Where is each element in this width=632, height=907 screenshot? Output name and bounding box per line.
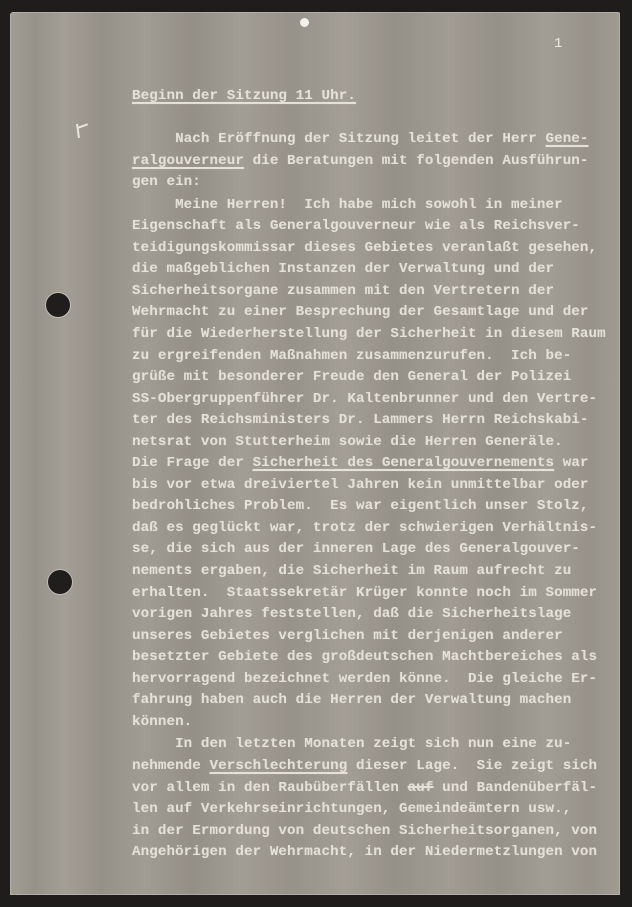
text-line [132, 561, 612, 583]
line-text: erhalten. Staatssekretär Krüger konnte noch im Sommer [132, 584, 598, 601]
text-line [132, 518, 612, 540]
line-text: Angehörigen der Wehrmacht, in der Niedermetzlungen von [132, 844, 598, 861]
line-text: dieser Lage. Sie zeigt sich [347, 757, 598, 774]
underlined-text: Sicherheit des Generalgouvernements [252, 455, 555, 472]
text-line [132, 238, 612, 260]
text-line [132, 583, 612, 605]
text-line [132, 647, 612, 669]
line-text: bis vor etwa dreiviertel Jahren kein unmittelbar oder [132, 476, 589, 493]
line-text: In den letzten Monaten zeigt sich nun eine zu- [132, 736, 572, 753]
line-text: in der Ermordung von deutschen Sicherheitsorganen, von [132, 822, 598, 839]
underlined-text: ralgouverneur [132, 152, 244, 169]
text-line [132, 259, 612, 281]
text-line [132, 432, 612, 454]
text-line [132, 690, 612, 712]
line-text: Meine Herren! Ich habe mich sowohl in meiner [132, 196, 563, 213]
text-line [132, 539, 612, 561]
line-text: und Bandenüberfäl- [433, 779, 598, 796]
line-text: die Beratungen mit folgenden Ausführun- [243, 152, 589, 169]
text-line [132, 799, 612, 821]
text-line [132, 712, 612, 734]
text-line [132, 172, 612, 194]
line-text: besetzter Gebiete des großdeutschen Machtbereiches als [132, 649, 598, 666]
text-line [132, 346, 612, 368]
line-text: se, die sich aus der inneren Lage des Generalgouver- [132, 541, 580, 558]
text-line [132, 129, 612, 151]
text-line [132, 756, 612, 778]
line-text: SS-Obergruppenführer Dr. Kaltenbrunner und den Vertre- [132, 390, 598, 407]
line-text: zu ergreifenden Maßnahmen zusammenzurufen. Ich be- [132, 347, 572, 364]
document-body [132, 86, 612, 864]
punch-hole-top [46, 293, 70, 317]
line-text: gen ein: [132, 174, 201, 191]
text-line [132, 842, 612, 864]
text-line [132, 216, 612, 238]
text-line [132, 821, 612, 843]
text-line [132, 734, 612, 756]
line-text: unseres Gebietes verglichen mit derjenigen anderer [132, 627, 563, 644]
line-text: vorigen Jahres feststellen, daß die Sicherheitslage [132, 606, 572, 623]
text-line [132, 604, 612, 626]
line-text: bedrohliches Problem. Es war eigentlich unser Stolz, [132, 498, 589, 515]
text-line [132, 151, 612, 173]
text-line [132, 281, 612, 303]
line-text: nements ergaben, die Sicherheit im Raum aufrecht zu [132, 563, 572, 580]
line-text: teidigungskommissar dieses Gebietes veranlaßt gesehen, [132, 239, 598, 256]
text-line [132, 389, 612, 411]
line-text: daß es geglückt war, trotz der schwierigen Verhältnis- [132, 519, 598, 536]
line-text: ter des Reichsministers Dr. Lammers Herrn Reichskabi- [132, 412, 589, 429]
text-line [132, 626, 612, 648]
line-text: für die Wiederherstellung der Sicherheit in diesem Raum [132, 326, 606, 343]
line-text: die maßgeblichen Instanzen der Verwaltung und der [132, 261, 555, 278]
line-text: Eigenschaft als Generalgouverneur wie als Reichsver- [132, 218, 580, 235]
text-line [132, 410, 612, 432]
line-text: Die Frage der [132, 455, 253, 472]
line-text: Wehrmacht zu einer Besprechung der Gesamtlage und der [132, 304, 589, 321]
line-text: Sicherheitsorgane zusammen mit den Vertretern der [132, 282, 555, 299]
line-text: war [554, 455, 589, 472]
text-line [132, 669, 612, 691]
text-line [132, 367, 612, 389]
line-text: netsrat von Stutterheim sowie die Herren Generäle. [132, 433, 563, 450]
margin-corner-mark-icon [75, 122, 89, 138]
line-text: fahrung haben auch die Herren der Verwaltung machen [132, 692, 572, 709]
line-text: vor allem in den Raubüberfällen [132, 779, 408, 796]
struck-through-text: auf [407, 779, 434, 796]
line-text: können. [132, 713, 193, 730]
text-line [132, 453, 612, 475]
line-text: hervorragend bezeichnet werden könne. Die gleiche Er- [132, 670, 598, 687]
session-heading: Beginn der Sitzung 11 Uhr. [132, 88, 356, 104]
page-number: 1 [554, 36, 563, 52]
line-text: len auf Verkehrseinrichtungen, Gemeindeämtern usw., [132, 801, 572, 818]
text-line [132, 496, 612, 518]
text-line [132, 195, 612, 217]
line-text: Nach Eröffnung der Sitzung leitet der Herr [132, 131, 546, 148]
underlined-text: Gene- [545, 131, 589, 148]
body-lines [132, 129, 612, 864]
line-text: nehmende [132, 757, 210, 774]
punch-hole-bottom [48, 570, 72, 594]
staple-pin-mark [300, 18, 309, 27]
text-line [132, 324, 612, 346]
text-line [132, 778, 612, 800]
text-line [132, 475, 612, 497]
text-line [132, 302, 612, 324]
line-text: grüße mit besonderer Freude den General der Polizei [132, 369, 572, 386]
underlined-text: Verschlechterung [209, 757, 348, 774]
